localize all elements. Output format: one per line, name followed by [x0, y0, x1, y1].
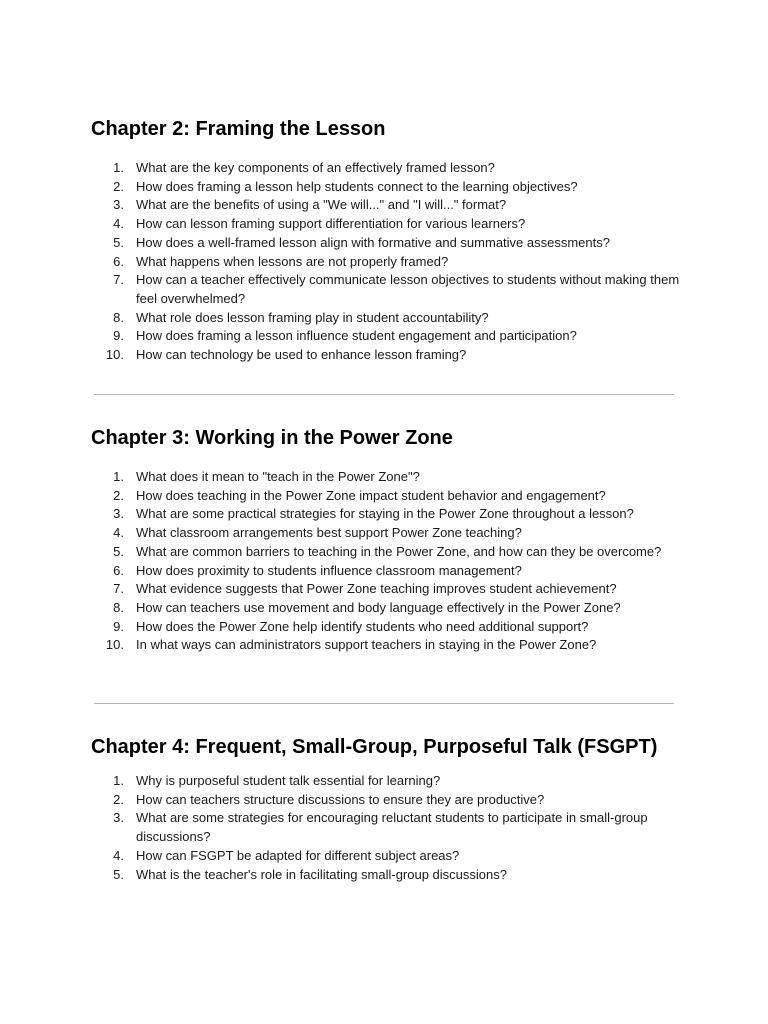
list-item — [91, 234, 691, 253]
list-item-text: What are the key components of an effectively framed lesson? — [136, 160, 495, 175]
list-item-text: In what ways can administrators support teachers in staying in the Power Zone? — [136, 637, 597, 653]
list-item-number: 9. — [113, 328, 124, 344]
list-item-text: How can teachers structure discussions to ensure they are productive? — [136, 791, 545, 807]
list-item — [91, 562, 691, 581]
list-item — [91, 505, 691, 524]
list-item — [91, 487, 691, 506]
list-item-text: What happens when lessons are not properly framed? — [136, 253, 449, 269]
list-item — [91, 271, 691, 308]
list-item — [91, 159, 691, 178]
section-divider — [94, 394, 674, 395]
chapter-2-title: Chapter 2: Framing the Lesson — [91, 118, 386, 140]
list-item-text: What are common barriers to teaching in the Power Zone, and how can they be overcome? — [136, 543, 662, 559]
list-item-number: 6. — [113, 253, 124, 269]
list-item-text: What role does lesson framing play in student accountability? — [136, 309, 489, 325]
list-item-text: What are some strategies for encouraging reluctant students to participate in small-group discussions? — [136, 810, 648, 845]
list-item — [91, 866, 691, 885]
list-item — [91, 580, 691, 599]
list-item — [91, 618, 691, 637]
list-item-text: How can a teacher effectively communicate lesson objectives to students without making them feel overwhelmed? — [136, 272, 680, 306]
list-item-number: 7. — [113, 272, 124, 288]
list-item-text: How does teaching in the Power Zone impact student behavior and engagement? — [136, 487, 606, 503]
chapter-4-question-list — [91, 772, 691, 884]
list-item — [91, 215, 691, 234]
list-item-number: 3. — [113, 810, 124, 826]
list-item-number: 6. — [113, 562, 124, 578]
list-item — [91, 636, 691, 655]
list-item — [91, 543, 691, 562]
list-item-number: 2. — [113, 791, 124, 807]
list-item — [91, 346, 691, 365]
list-item-number: 8. — [113, 309, 124, 325]
list-item-number: 10. — [105, 637, 124, 653]
list-item — [91, 524, 691, 543]
list-item — [91, 178, 691, 197]
list-item — [91, 809, 691, 846]
list-item-text: How does a well-framed lesson align with formative and summative assessments? — [136, 234, 610, 250]
list-item — [91, 772, 691, 791]
list-item-text: What are some practical strategies for staying in the Power Zone throughout a lesson? — [136, 506, 634, 522]
list-item-text: How does framing a lesson influence student engagement and participation? — [136, 328, 577, 344]
list-item-text: How can technology be used to enhance lesson framing? — [136, 347, 467, 363]
list-item-number: 1. — [113, 160, 124, 175]
list-item-number: 3. — [113, 197, 124, 213]
list-item-text: Why is purposeful student talk essential for learning? — [136, 773, 441, 788]
chapter-2-question-list — [91, 159, 691, 365]
list-item-number: 2. — [113, 178, 124, 194]
list-item — [91, 468, 691, 487]
list-item — [91, 599, 691, 618]
list-item-text: What does it mean to "teach in the Power Zone"? — [136, 469, 420, 484]
list-item-number: 2. — [113, 487, 124, 503]
list-item-number: 7. — [113, 581, 124, 597]
list-item — [91, 253, 691, 272]
list-item-text: How can FSGPT be adapted for different subject areas? — [136, 847, 460, 863]
list-item-number: 4. — [113, 847, 124, 863]
list-item-number: 4. — [113, 525, 124, 541]
list-item-text: What classroom arrangements best support Power Zone teaching? — [136, 525, 522, 541]
list-item-number: 5. — [113, 543, 124, 559]
list-item-number: 1. — [113, 469, 124, 484]
list-item — [91, 847, 691, 866]
list-item — [91, 196, 691, 215]
list-item-number: 8. — [113, 599, 124, 615]
list-item-text: What are the benefits of using a "We will..." and "I will..." format? — [136, 197, 507, 213]
list-item-text: What is the teacher's role in facilitating small-group discussions? — [136, 866, 507, 882]
list-item — [91, 309, 691, 328]
list-item-text: How does framing a lesson help students connect to the learning objectives? — [136, 178, 578, 194]
list-item-number: 10. — [105, 347, 124, 363]
chapter-4-section — [91, 732, 691, 884]
list-item-text: What evidence suggests that Power Zone teaching improves student achievement? — [136, 581, 617, 597]
list-item — [91, 791, 691, 810]
chapter-3-section — [91, 423, 691, 655]
chapter-2-section — [91, 114, 691, 365]
list-item-number: 5. — [113, 866, 124, 882]
list-item-text: How does the Power Zone help identify students who need additional support? — [136, 618, 589, 634]
chapter-4-title: Chapter 4: Frequent, Small-Group, Purposeful Talk (FSGPT) — [91, 736, 658, 758]
section-divider — [94, 703, 674, 704]
list-item-number: 1. — [113, 773, 124, 788]
list-item-number: 5. — [113, 234, 124, 250]
chapter-3-question-list — [91, 468, 691, 655]
list-item-number: 9. — [113, 618, 124, 634]
list-item-text: How can lesson framing support differentiation for various learners? — [136, 216, 526, 232]
list-item-text: How does proximity to students influence classroom management? — [136, 562, 522, 578]
list-item-text: How can teachers use movement and body language effectively in the Power Zone? — [136, 599, 621, 615]
chapter-3-title: Chapter 3: Working in the Power Zone — [91, 427, 453, 449]
list-item — [91, 327, 691, 346]
list-item-number: 3. — [113, 506, 124, 522]
list-item-number: 4. — [113, 216, 124, 232]
